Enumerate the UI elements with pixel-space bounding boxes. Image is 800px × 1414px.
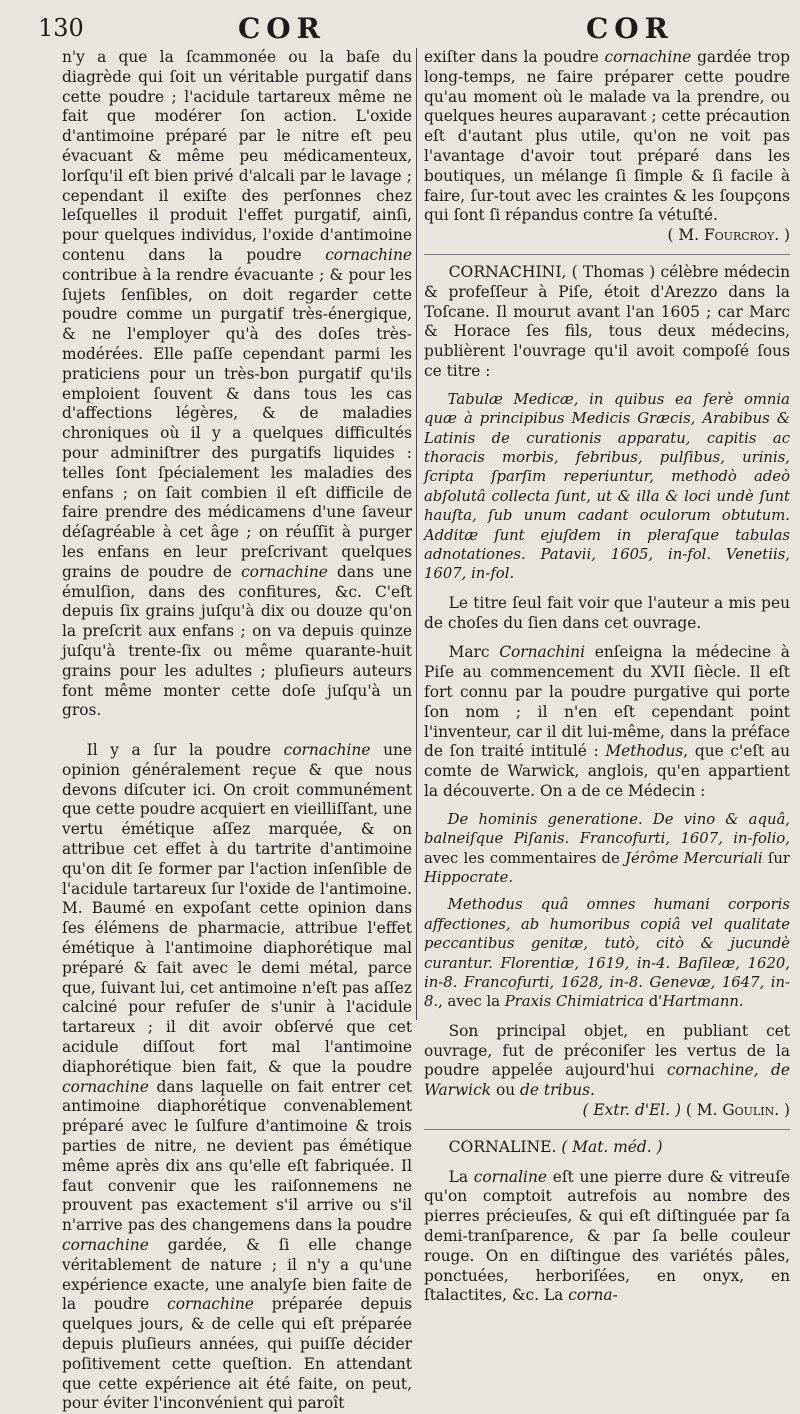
right-column bbox=[424, 48, 790, 1306]
signature-fourcroy bbox=[424, 226, 790, 246]
running-head-right: COR bbox=[586, 12, 674, 45]
signature-goulin bbox=[424, 1101, 790, 1121]
paragraph-marc-cornachini bbox=[424, 643, 790, 801]
text-run: avec les commentaires de bbox=[424, 849, 626, 867]
italic-term: Methodus bbox=[605, 742, 684, 761]
text-run: contribue à la rendre évacuante ; & pour les ſujets ſenſibles, on doit regarder cette poudre comme un purgatif très-énergique, & ne l'employer qu'à des doſes très-modérées. Elle paſſe cependant parmi les praticiens pour un très-bon purgatif qu'ils emploient ſouvent & dans tous les cas d'affections légères, & de maladies chroniques où il y a quelques difficultés pour adminiſtrer des purgatifs liquides : telles ſont ſpécialement les maladies des enfans ; on ſait combien il eſt difficile de faire prendre des médicamens d'une ſaveur déſagréable à cet âge ; on réuſſit à purger les enfans en leur preſcrivant quelques grains de poudre de bbox=[62, 265, 412, 581]
work-methodus bbox=[424, 895, 790, 1011]
text-run: De hominis generatione. De vino & aquâ, balneiſque Piſanis. Francofurti, 1607, in-folio, bbox=[424, 810, 790, 848]
italic-term: cornachine bbox=[604, 48, 692, 66]
italic-term: de tribus. bbox=[520, 1081, 595, 1100]
text-run: , avec la bbox=[438, 993, 505, 1011]
paragraph-poudre-cornachine bbox=[62, 48, 412, 721]
text-run: enſeigna la médecine à Piſe au commencement du XVII ſiècle. Il eſt fort connu par la poudre purgative qui porte ſon nom ; il n'en eſt cependant point l'inventeur, car il dit lui-même, dans la préface de ſon traité intitulé : bbox=[424, 643, 790, 761]
italic-term: Praxis Chimiatrica bbox=[504, 993, 644, 1011]
page-number: 130 bbox=[38, 14, 84, 42]
paragraph-principal-objet bbox=[424, 1022, 790, 1101]
entry-title: CORNALINE. bbox=[448, 1137, 557, 1156]
italic-term: cornaline bbox=[473, 1167, 547, 1186]
text-run: exiſter dans la poudre bbox=[424, 48, 605, 66]
work-tabulae-medicae: Tabulæ Medicæ, in quibus ea ferè omnia quæ à principibus Medicis Græcis, Arabibus & Latinis de curationis apparatu, capitis ac thoracis morbis, febribus, pulſibus, urinis, ſcripta ſparſim reperiuntur, methodò adeò abſolutâ collecta ſunt, ut & illa & loci undè ſunt hauſta, ſub unum cadant oculorum obtutum. Additæ ſunt ejuſdem in pleraſque tabulas adnotationes. Patavii, 1605, in-fol. Venetiis, 1607, in-fol. bbox=[424, 390, 790, 583]
source-citation: ( Extr. d'El. ) bbox=[582, 1101, 681, 1120]
text-run: , ( Thomas ) célèbre médecin & profeſſeur à Piſe, étoit d'Arezzo dans la Toſcane. Il mourut avant l'an 1605 ; car Marc & Horace ſes fils, tous deux médecins, publièrent l'ouvrage qu'il avoit compoſé ſous ce titre : bbox=[424, 262, 790, 380]
italic-term: cornachine bbox=[283, 741, 371, 760]
entry-cornachini bbox=[424, 263, 790, 382]
work-de-hominis-generatione bbox=[424, 810, 790, 888]
paragraph-cornaline bbox=[424, 1168, 790, 1307]
text-run: une opinion généralement reçue & que nous devons diſcuter ici. On croit communément que cette poudre acquiert en vieilliſſant, une vertu émétique aſſez marquée, & on attribue cet effet à du tartrite d'antimoine qu'on dit ſe former par l'action inſenſible de l'acidule tartareux ſur l'oxide de l'antimoine. M. Baumé en expoſant cette opinion dans ſes élémens de pharmacie, attribue l'effet émétique à l'antimoine diaphorétique mal préparé & fait avec le demi métal, parce que, ſuivant lui, cet antimoine n'eſt pas aſſez calciné pour refuſer de s'unir à l'acidule tartareux ; il dit avoir obſervé que cet acidule diſſout fort mal l'antimoine diaphorétique bien fait, & que la poudre bbox=[62, 741, 413, 1076]
running-head-left: COR bbox=[238, 12, 326, 45]
page-header bbox=[38, 8, 786, 48]
italic-term: cornachine, de Warwick bbox=[424, 1061, 790, 1100]
italic-term: cornachine bbox=[241, 562, 328, 581]
text-run: d' bbox=[643, 993, 663, 1011]
column-divider bbox=[416, 48, 417, 1020]
italic-term: corna- bbox=[568, 1286, 618, 1305]
entry-title: CORNACHINI bbox=[448, 262, 562, 281]
italic-term: cornachine bbox=[62, 1077, 149, 1096]
text-run: Son principal objet, en publiant cet ouvrage, fut de préconiſer les vertus de la poudre appelée aujourd'hui bbox=[424, 1021, 790, 1080]
paragraph-title-note: Le titre ſeul fait voir que l'auteur a mis peu de choſes du ſien dans cet ouvrage. bbox=[424, 593, 790, 632]
text-run: Marc bbox=[448, 643, 500, 662]
text-run: Il y a ſur la poudre bbox=[86, 741, 284, 760]
text-run: gardée trop long-temps, ne faire préparer cette poudre qu'au moment où le malade va la prendre, ou quelques heures auparavant ; cette précaution eſt d'autant plus utile, qu'on ne voit pas l'avantage d'avoir tout préparé dans les boutiques, un mélange ſi ſimple & ſi facile à faire, ſur-tout avec les craintes & les ſoupçons qui ſont ſi répandus contre ſa vétuſté. bbox=[424, 48, 790, 225]
italic-term: Hippocrate. bbox=[424, 869, 514, 886]
text-run: n'y a que la ſcammonée ou la baſe du diagrède qui ſoit un véritable purgatif dans cette poudre ; l'acidule tartareux même ne fait que modérer ſon action. L'oxide d'antimoine préparé par le nitre eſt peu évacuant & même peu médicamenteux, lorſqu'il eſt bien privé d'alcali par le lavage ; cependant il exiſte des perſonnes chez leſquelles il produit l'effet purgatif, ainſi, pour quelques individus, l'oxide d'antimoine contenu dans la poudre bbox=[62, 48, 412, 264]
entry-separator bbox=[424, 254, 790, 255]
paragraph-emetic-opinion bbox=[62, 741, 412, 1414]
italic-term: cornachine bbox=[325, 245, 412, 264]
text-run: eſt une pierre dure & vitreuſe qu'on comptoit autrefois au nombre des pierres précieuſes, & qui eſt diſtinguée par ſa demi-tranſparence, & par ſa belle couleur rouge. On en diſtingue des variétés pâles, ponctuées, herboriſées, en onyx, en ſtalactites, &c. La bbox=[424, 1167, 790, 1305]
italic-term: Jérôme Mercuriali bbox=[625, 849, 763, 867]
author-signature: ( M. Goulin. ) bbox=[685, 1101, 790, 1120]
italic-term: Hartmann. bbox=[662, 993, 744, 1011]
text-run: ou bbox=[491, 1081, 521, 1100]
text-run: Methodus quâ omnes humani corporis affectiones, ab humoribus copiâ vel qualitate peccantibus genitæ, tutò, citò & jucundè curantur. Florentiæ, 1619, in-4. Baſileæ, 1620, in-8. Francofurti, 1628, in-8. Genevæ, 1647, in-8. bbox=[424, 896, 790, 1011]
text-run: La bbox=[448, 1167, 474, 1186]
italic-term: Cornachini bbox=[499, 643, 586, 662]
entry-subtitle: ( Mat. méd. ) bbox=[561, 1137, 663, 1156]
text-run: dans laquelle on fait entrer cet antimoine diaphorétique convenablement préparé avec le ſulfure d'antimoine & trois parties de nitre, ne devient pas émétique même après dix ans qu'elle eſt fabriquée. Il faut convenir que les raiſonnemens ne prouvent pas exactement s'il arrive ou s'il n'arrive pas des changemens dans la poudre bbox=[62, 1077, 412, 1235]
left-column bbox=[62, 48, 412, 1414]
paragraph-continuation bbox=[424, 48, 790, 226]
text-run: gardée, & ſi elle change véritablement de nature ; il n'y a qu'une expérience exacte, une analyſe bien faite de la poudre bbox=[62, 1236, 412, 1314]
text-run: dans une émulſion, dans des confitures, &c. C'eſt depuis ſix grains juſqu'à dix ou douze qu'on la preſcrit aux enfans ; on va depuis quinze juſqu'à trente-ſix ou même quarante-huit grains pour les adultes ; pluſieurs auteurs font même monter cette doſe juſqu'à un gros. bbox=[62, 562, 412, 720]
text-run: préparée depuis quelques jours, & de celle qui eſt préparée depuis pluſieurs années, qui puiſſe décider poſitivement cette queſtion. En attendant que cette expérience ait été faite, on peut, pour éviter l'inconvénient qui paroît bbox=[62, 1295, 413, 1413]
entry-cornaline-heading bbox=[424, 1138, 790, 1158]
italic-term: cornachine bbox=[62, 1236, 149, 1255]
entry-separator bbox=[424, 1129, 790, 1130]
italic-term: cornachine bbox=[167, 1295, 254, 1314]
text-run: ſur bbox=[762, 849, 790, 867]
author-signature: ( M. Fourcroy. ) bbox=[667, 226, 790, 245]
text-run: , que c'eſt au comte de Warwick, anglois, qu'en appartient la découverte. On a de ce Médecin : bbox=[424, 742, 790, 800]
